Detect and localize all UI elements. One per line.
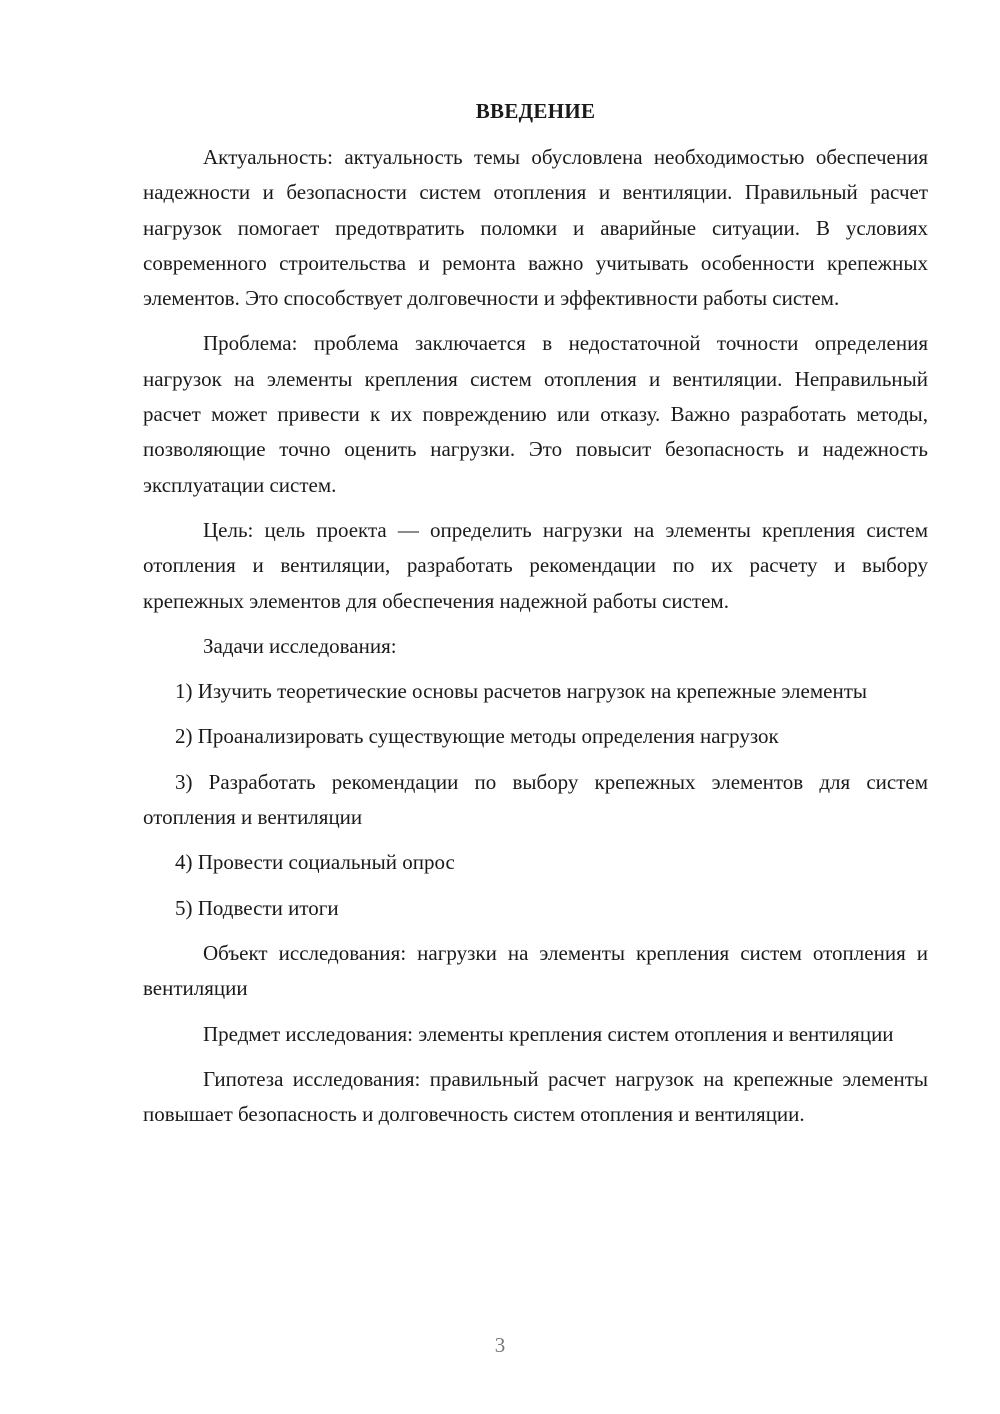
problem-paragraph: Проблема: проблема заключается в недостаточной точности определения нагрузок на элементы крепления систем отопления и вентиляции. Неправильный расчет может привести к их повреждению или отказу. Важно разработать методы, позволяющие точно оценить нагрузки. Это повысит безопасность и надежность эксплуатации систем. (143, 331, 928, 497)
subject-paragraph: Предмет исследования: элементы крепления систем отопления и вентиляции (203, 1021, 894, 1046)
page-number: 3 (494, 1333, 506, 1357)
goal-paragraph: Цель: цель проекта — определить нагрузки на элементы крепления систем отопления и вентиляции, разработать рекомендации по их расчету и выбору крепежных элементов для обеспечения надежной работы систем. (143, 517, 928, 613)
tasks-heading: Задачи исследования: (203, 633, 397, 658)
object-paragraph: Объект исследования: нагрузки на элементы крепления систем отопления и вентиляции (143, 940, 928, 1001)
hypothesis-paragraph: Гипотеза исследования: правильный расчет нагрузок на крепежные элементы повышает безопасность и долговечность систем отопления и вентиляции. (143, 1066, 928, 1127)
task-item-2: 2) Проанализировать существующие методы определения нагрузок (175, 724, 779, 749)
task-item-4: 4) Провести социальный опрос (175, 850, 455, 875)
task-item-5: 5) Подвести итоги (175, 895, 339, 920)
document-page (143, 96, 928, 1132)
relevance-paragraph: Актуальность: актуальность темы обусловлена необходимостью обеспечения надежности и безопасности систем отопления и вентиляции. Правильный расчет нагрузок помогает предотвратить поломки и аварийные ситуации. В условиях современного строительства и ремонта важно учитывать особенности крепежных элементов. Это способствует долговечности и эффективности работы систем. (143, 145, 928, 311)
page-title: ВВЕДЕНИЕ (475, 99, 596, 123)
task-item-1: 1) Изучить теоретические основы расчетов нагрузок на крепежные элементы (175, 679, 867, 704)
task-item-3: 3) Разработать рекомендации по выбору крепежных элементов для систем отопления и вентиляции (143, 769, 928, 830)
